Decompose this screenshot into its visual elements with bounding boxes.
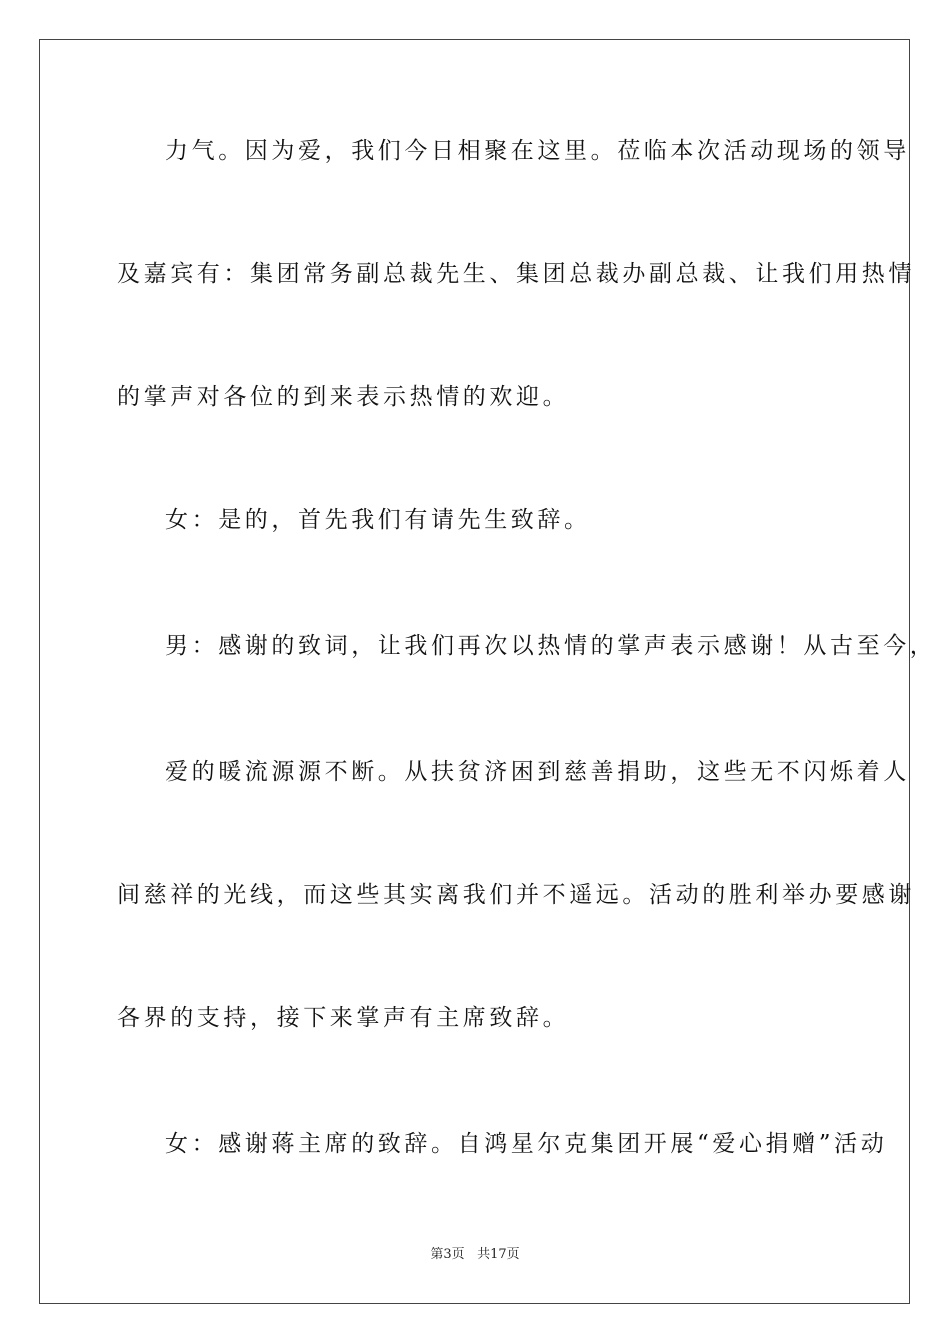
body-text-line: 男：感谢的致词，让我们再次以热情的掌声表示感谢！从古至今， <box>165 633 937 659</box>
body-text-line: 的掌声对各位的到来表示热情的欢迎。 <box>117 384 570 410</box>
body-text-line: 女：是的，首先我们有请先生致辞。 <box>165 507 591 533</box>
total-pages: 共17页 <box>477 1247 520 1262</box>
body-text-line: 女：感谢蒋主席的致辞。自鸿星尔克集团开展“爱心捐赠”活动 <box>165 1131 888 1157</box>
body-text-line: 间慈祥的光线，而这些其实离我们并不遥远。活动的胜利举办要感谢 <box>117 882 915 908</box>
body-text-line: 力气。因为爱，我们今日相聚在这里。莅临本次活动现场的领导 <box>165 138 910 164</box>
body-text-line: 及嘉宾有：集团常务副总裁先生、集团总裁办副总裁、让我们用热情 <box>117 261 915 287</box>
page-footer <box>0 1247 950 1263</box>
body-text-line: 爱的暖流源源不断。从扶贫济困到慈善捐助，这些无不闪烁着人 <box>165 759 910 785</box>
page-border <box>39 39 937 1304</box>
page-number: 第3页 <box>430 1247 465 1262</box>
body-text-line: 各界的支持，接下来掌声有主席致辞。 <box>117 1005 570 1031</box>
